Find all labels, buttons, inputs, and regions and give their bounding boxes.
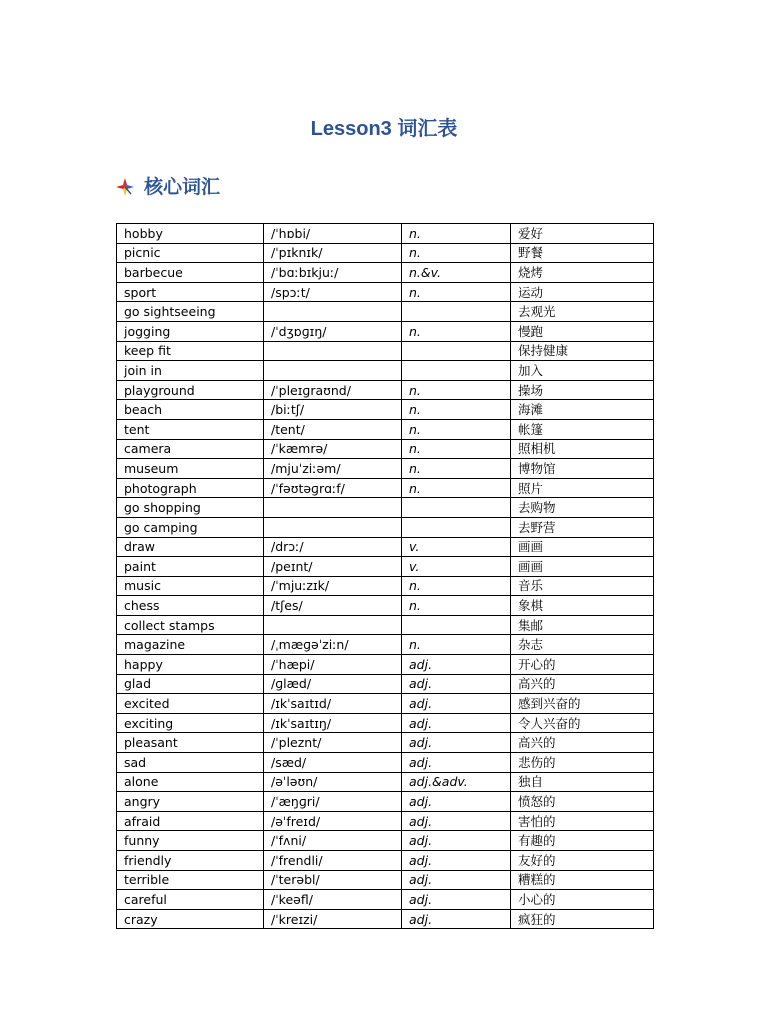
meaning-cell: 杂志 <box>511 635 654 655</box>
part-of-speech-cell <box>402 615 511 635</box>
part-of-speech-cell <box>402 517 511 537</box>
section-title: 核心词汇 <box>144 176 221 198</box>
word-cell: picnic <box>117 243 264 263</box>
word-cell: hobby <box>117 224 264 244</box>
table-row <box>117 596 654 616</box>
word-cell: collect stamps <box>117 615 264 635</box>
word-cell: terrible <box>117 870 264 890</box>
table-row <box>117 811 654 831</box>
word-cell: sad <box>117 753 264 773</box>
word-cell: careful <box>117 890 264 910</box>
word-cell: crazy <box>117 909 264 929</box>
table-row <box>117 615 654 635</box>
phonetic-cell: /ˈfəʊtəɡrɑːf/ <box>264 478 402 498</box>
meaning-cell: 运动 <box>511 282 654 302</box>
part-of-speech-cell: n.&v. <box>402 263 511 283</box>
table-row <box>117 478 654 498</box>
meaning-cell: 害怕的 <box>511 811 654 831</box>
word-cell: music <box>117 576 264 596</box>
part-of-speech-cell: adj. <box>402 733 511 753</box>
phonetic-cell: /ˈkæmrə/ <box>264 439 402 459</box>
table-row <box>117 772 654 792</box>
part-of-speech-cell: adj. <box>402 851 511 871</box>
phonetic-cell: /ˈterəbl/ <box>264 870 402 890</box>
word-cell: go sightseeing <box>117 302 264 322</box>
phonetic-cell: /əˈləʊn/ <box>264 772 402 792</box>
phonetic-cell: /ɪkˈsaɪtɪŋ/ <box>264 713 402 733</box>
phonetic-cell: /ɪkˈsaɪtɪd/ <box>264 694 402 714</box>
meaning-cell: 保持健康 <box>511 341 654 361</box>
meaning-cell: 象棋 <box>511 596 654 616</box>
part-of-speech-cell: n. <box>402 400 511 420</box>
meaning-cell: 照相机 <box>511 439 654 459</box>
meaning-cell: 感到兴奋的 <box>511 694 654 714</box>
part-of-speech-cell: n. <box>402 419 511 439</box>
phonetic-cell <box>264 615 402 635</box>
meaning-cell: 画画 <box>511 537 654 557</box>
table-row <box>117 380 654 400</box>
table-row <box>117 537 654 557</box>
table-row <box>117 459 654 479</box>
phonetic-cell: /peɪnt/ <box>264 557 402 577</box>
part-of-speech-cell: n. <box>402 224 511 244</box>
table-row <box>117 243 654 263</box>
table-row <box>117 557 654 577</box>
word-cell: funny <box>117 831 264 851</box>
meaning-cell: 高兴的 <box>511 674 654 694</box>
word-cell: museum <box>117 459 264 479</box>
table-row <box>117 419 654 439</box>
phonetic-cell: /ˈfʌni/ <box>264 831 402 851</box>
part-of-speech-cell: n. <box>402 576 511 596</box>
phonetic-cell <box>264 517 402 537</box>
meaning-cell: 小心的 <box>511 890 654 910</box>
table-row <box>117 400 654 420</box>
meaning-cell: 友好的 <box>511 851 654 871</box>
word-cell: pleasant <box>117 733 264 753</box>
meaning-cell: 去观光 <box>511 302 654 322</box>
meaning-cell: 糟糕的 <box>511 870 654 890</box>
part-of-speech-cell: adj. <box>402 753 511 773</box>
part-of-speech-cell: adj. <box>402 713 511 733</box>
part-of-speech-cell: adj. <box>402 870 511 890</box>
phonetic-cell: /ˈhɒbi/ <box>264 224 402 244</box>
phonetic-cell: /ˈbɑːbɪkjuː/ <box>264 263 402 283</box>
part-of-speech-cell: n. <box>402 478 511 498</box>
word-cell: magazine <box>117 635 264 655</box>
section-heading <box>115 174 220 200</box>
meaning-cell: 帐篷 <box>511 419 654 439</box>
word-cell: draw <box>117 537 264 557</box>
pinwheel-bullet-icon <box>115 177 135 197</box>
meaning-cell: 集邮 <box>511 615 654 635</box>
phonetic-cell: /ˈfrendli/ <box>264 851 402 871</box>
word-cell: keep fit <box>117 341 264 361</box>
part-of-speech-cell: adj. <box>402 655 511 675</box>
word-cell: camera <box>117 439 264 459</box>
meaning-cell: 开心的 <box>511 655 654 675</box>
word-cell: angry <box>117 792 264 812</box>
part-of-speech-cell: adj. <box>402 694 511 714</box>
word-cell: playground <box>117 380 264 400</box>
word-cell: beach <box>117 400 264 420</box>
phonetic-cell <box>264 498 402 518</box>
table-row <box>117 498 654 518</box>
part-of-speech-cell: adj. <box>402 909 511 929</box>
meaning-cell: 音乐 <box>511 576 654 596</box>
part-of-speech-cell: adj.&adv. <box>402 772 511 792</box>
phonetic-cell: /ˈpleznt/ <box>264 733 402 753</box>
table-row <box>117 224 654 244</box>
part-of-speech-cell: v. <box>402 557 511 577</box>
meaning-cell: 高兴的 <box>511 733 654 753</box>
phonetic-cell: /biːtʃ/ <box>264 400 402 420</box>
phonetic-cell: /əˈfreɪd/ <box>264 811 402 831</box>
phonetic-cell: /ɡlæd/ <box>264 674 402 694</box>
meaning-cell: 令人兴奋的 <box>511 713 654 733</box>
table-row <box>117 890 654 910</box>
part-of-speech-cell: n. <box>402 282 511 302</box>
table-row <box>117 282 654 302</box>
part-of-speech-cell: adj. <box>402 831 511 851</box>
meaning-cell: 慢跑 <box>511 321 654 341</box>
part-of-speech-cell: n. <box>402 459 511 479</box>
table-row <box>117 439 654 459</box>
part-of-speech-cell: v. <box>402 537 511 557</box>
phonetic-cell: /tent/ <box>264 419 402 439</box>
table-row <box>117 909 654 929</box>
part-of-speech-cell: adj. <box>402 792 511 812</box>
part-of-speech-cell: n. <box>402 380 511 400</box>
table-row <box>117 792 654 812</box>
word-cell: join in <box>117 361 264 381</box>
vocabulary-table-body <box>117 224 654 929</box>
word-cell: happy <box>117 655 264 675</box>
word-cell: friendly <box>117 851 264 871</box>
part-of-speech-cell: n. <box>402 635 511 655</box>
part-of-speech-cell <box>402 341 511 361</box>
word-cell: exciting <box>117 713 264 733</box>
table-row <box>117 694 654 714</box>
table-row <box>117 517 654 537</box>
word-cell: barbecue <box>117 263 264 283</box>
phonetic-cell <box>264 361 402 381</box>
table-row <box>117 713 654 733</box>
meaning-cell: 有趣的 <box>511 831 654 851</box>
phonetic-cell <box>264 302 402 322</box>
word-cell: go camping <box>117 517 264 537</box>
meaning-cell: 悲伤的 <box>511 753 654 773</box>
phonetic-cell: /ˈkreɪzi/ <box>264 909 402 929</box>
meaning-cell: 独自 <box>511 772 654 792</box>
word-cell: glad <box>117 674 264 694</box>
phonetic-cell: /sæd/ <box>264 753 402 773</box>
meaning-cell: 去购物 <box>511 498 654 518</box>
table-row <box>117 361 654 381</box>
part-of-speech-cell: n. <box>402 321 511 341</box>
word-cell: chess <box>117 596 264 616</box>
word-cell: alone <box>117 772 264 792</box>
word-cell: go shopping <box>117 498 264 518</box>
table-row <box>117 321 654 341</box>
table-row <box>117 635 654 655</box>
part-of-speech-cell: adj. <box>402 890 511 910</box>
word-cell: excited <box>117 694 264 714</box>
part-of-speech-cell <box>402 498 511 518</box>
word-cell: sport <box>117 282 264 302</box>
table-row <box>117 733 654 753</box>
part-of-speech-cell: n. <box>402 596 511 616</box>
table-row <box>117 831 654 851</box>
phonetic-cell: /spɔːt/ <box>264 282 402 302</box>
phonetic-cell: /ˈdʒɒɡɪŋ/ <box>264 321 402 341</box>
word-cell: afraid <box>117 811 264 831</box>
phonetic-cell: /mjuˈziːəm/ <box>264 459 402 479</box>
word-cell: paint <box>117 557 264 577</box>
meaning-cell: 海滩 <box>511 400 654 420</box>
table-row <box>117 851 654 871</box>
phonetic-cell: /ˈmjuːzɪk/ <box>264 576 402 596</box>
phonetic-cell: /tʃes/ <box>264 596 402 616</box>
phonetic-cell: /ˈpɪknɪk/ <box>264 243 402 263</box>
phonetic-cell: /ˈpleɪɡraʊnd/ <box>264 380 402 400</box>
phonetic-cell: /drɔː/ <box>264 537 402 557</box>
table-row <box>117 753 654 773</box>
table-row <box>117 655 654 675</box>
meaning-cell: 操场 <box>511 380 654 400</box>
meaning-cell: 野餐 <box>511 243 654 263</box>
word-cell: photograph <box>117 478 264 498</box>
meaning-cell: 爱好 <box>511 224 654 244</box>
page-title: Lesson3 词汇表 <box>310 118 458 140</box>
meaning-cell: 愤怒的 <box>511 792 654 812</box>
meaning-cell: 博物馆 <box>511 459 654 479</box>
phonetic-cell: /ˌmæɡəˈziːn/ <box>264 635 402 655</box>
part-of-speech-cell: adj. <box>402 811 511 831</box>
meaning-cell: 照片 <box>511 478 654 498</box>
meaning-cell: 画画 <box>511 557 654 577</box>
part-of-speech-cell: adj. <box>402 674 511 694</box>
table-row <box>117 674 654 694</box>
phonetic-cell: /ˈkeəfl/ <box>264 890 402 910</box>
table-row <box>117 341 654 361</box>
table-row <box>117 870 654 890</box>
phonetic-cell: /ˈhæpi/ <box>264 655 402 675</box>
meaning-cell: 烧烤 <box>511 263 654 283</box>
meaning-cell: 疯狂的 <box>511 909 654 929</box>
part-of-speech-cell: n. <box>402 243 511 263</box>
table-row <box>117 576 654 596</box>
phonetic-cell: /ˈæŋɡri/ <box>264 792 402 812</box>
part-of-speech-cell <box>402 302 511 322</box>
meaning-cell: 加入 <box>511 361 654 381</box>
phonetic-cell <box>264 341 402 361</box>
word-cell: tent <box>117 419 264 439</box>
table-row <box>117 302 654 322</box>
part-of-speech-cell: n. <box>402 439 511 459</box>
meaning-cell: 去野营 <box>511 517 654 537</box>
part-of-speech-cell <box>402 361 511 381</box>
table-row <box>117 263 654 283</box>
word-cell: jogging <box>117 321 264 341</box>
vocabulary-table <box>116 223 654 929</box>
